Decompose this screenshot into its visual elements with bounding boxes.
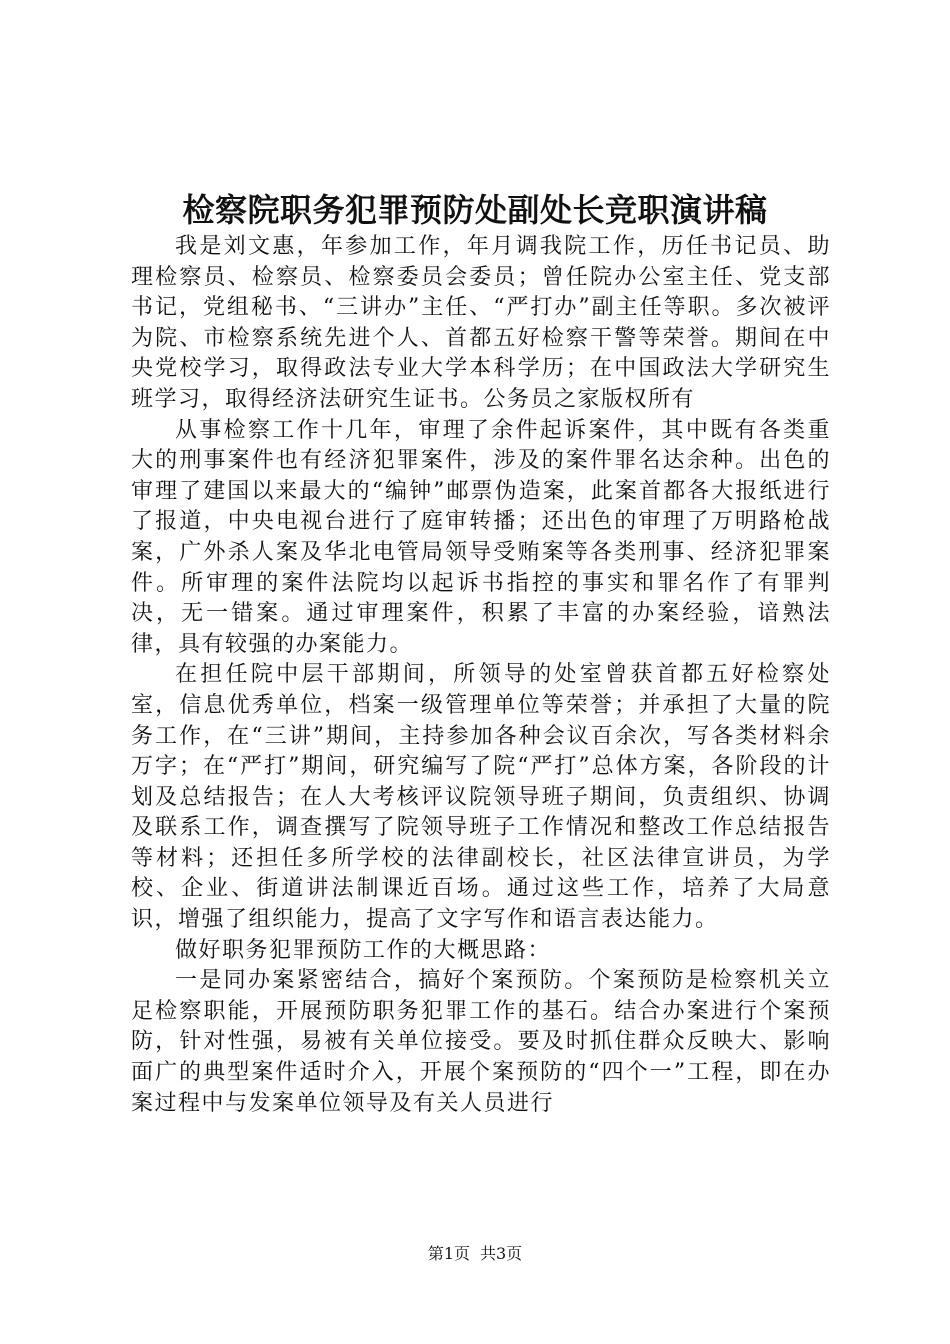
document-title: 检察院职务犯罪预防处副处长竞职演讲稿 — [182, 191, 768, 229]
page-number: 第1页 — [427, 1244, 470, 1263]
paragraph-experience: 从事检察工作十几年，审理了余件起诉案件，其中既有各类重大的刑事案件也有经济犯罪案件，涉及的案件罪名达余种。出色的审理了建国以来最大的“编钟”邮票伪造案，此案首都各大报纸进行了报道，中央电视台进行了庭审转播；还出色的审理了万明路枪战案，广外杀人案及华北电管局领导受贿案等各类刑事、经济犯罪案件。所审理的案件法院均以起诉书指控的事实和罪名作了有罪判决，无一错案。通过审理案件，积累了丰富的办案经验，谙熟法律，具有较强的办案能力。 — [131, 417, 831, 657]
paragraph-management: 在担任院中层干部期间，所领导的处室曾获首都五好检察处室，信息优秀单位，档案一级管理单位等荣誉；并承担了大量的院务工作，在“三讲”期间，主持参加各种会议百余次，写各类材料余万字；在“严打”期间，研究编写了院“严打”总体方案，各阶段的计划及总结报告；在人大考核评议院领导班子期间，负责组织、协调及联系工作，调查撰写了院领导班子工作情况和整改工作总结报告等材料；还担任多所学校的法律副校长，社区法律宣讲员，为学校、企业、街道讲法制课近百场。通过这些工作，培养了大局意识，增强了组织能力，提高了文字写作和语言表达能力。 — [131, 662, 831, 933]
paragraph-point-one: 一是同办案紧密结合，搞好个案预防。个案预防是检察机关立足检察职能，开展预防职务犯罪工作的基石。结合办案进行个案预防，针对性强，易被有关单位接受。要及时抓住群众反映大、影响面广的典型案件适时介入，开展个案预防的“四个一”工程，即在办案过程中与发案单位领导及有关人员进行 — [131, 968, 831, 1116]
page-footer — [0, 1242, 950, 1266]
paragraph-approach-heading: 做好职务犯罪预防工作的大概思路： — [175, 937, 552, 963]
page-total: 共3页 — [480, 1244, 523, 1263]
paragraph-intro: 我是刘文惠，年参加工作，年月调我院工作，历任书记员、助理检察员、检察员、检察委员会委员；曾任院办公室主任、党支部书记，党组秘书、“三讲办”主任、“严打办”副主任等职。多次被评为院、市检察系统先进个人、首都五好检察干警等荣誉。期间在中央党校学习，取得政法专业大学本科学历；在中国政法大学研究生班学习，取得经济法研究生证书。公务员之家版权所有 — [131, 234, 831, 412]
document-body — [131, 232, 831, 1119]
